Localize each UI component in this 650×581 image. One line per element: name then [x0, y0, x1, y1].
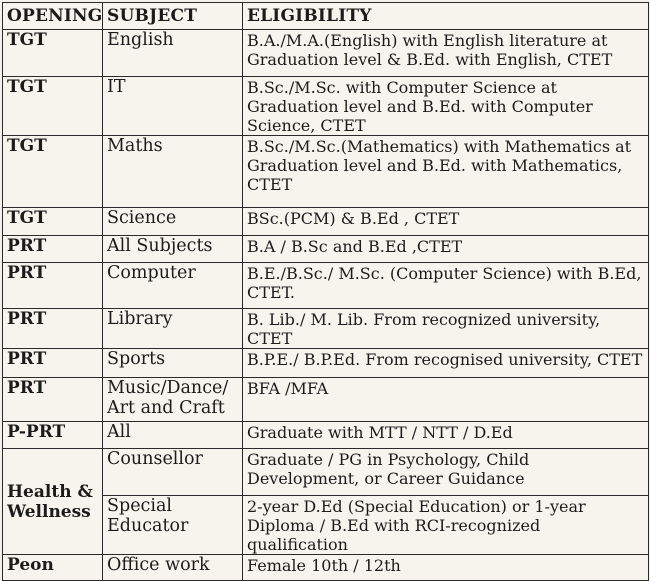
- subject-cell: Special Educator: [103, 496, 243, 555]
- subject-cell: Counsellor: [103, 449, 243, 496]
- table-header-row: [3, 3, 649, 30]
- opening-cell: PRT: [3, 263, 103, 309]
- eligibility-cell: Graduate / PG in Psychology, Child Development, or Career Guidance: [243, 449, 649, 496]
- eligibility-cell: BSc.(PCM) & B.Ed , CTET: [243, 208, 649, 236]
- eligibility-cell: B.A / B.Sc and B.Ed ,CTET: [243, 236, 649, 263]
- table-row: [3, 236, 649, 263]
- subject-cell: Maths: [103, 136, 243, 208]
- opening-cell: PRT: [3, 236, 103, 263]
- subject-cell: Library: [103, 309, 243, 349]
- subject-cell: English: [103, 30, 243, 77]
- opening-cell: Health & Wellness: [3, 449, 103, 555]
- eligibility-cell: B. Lib./ M. Lib. From recognized university, CTET: [243, 309, 649, 349]
- table-row: [3, 77, 649, 136]
- table-row: [3, 555, 649, 581]
- eligibility-cell: B.E./B.Sc./ M.Sc. (Computer Science) with B.Ed, CTET.: [243, 263, 649, 309]
- opening-cell: PRT: [3, 349, 103, 378]
- subject-cell: Computer: [103, 263, 243, 309]
- eligibility-cell: B.Sc./M.Sc.(Mathematics) with Mathematics at Graduation level and B.Ed. with Mathematics, CTET: [243, 136, 649, 208]
- subject-cell: Science: [103, 208, 243, 236]
- subject-cell: IT: [103, 77, 243, 136]
- opening-cell: TGT: [3, 77, 103, 136]
- opening-cell: TGT: [3, 30, 103, 77]
- opening-cell: PRT: [3, 378, 103, 422]
- table-row: [3, 263, 649, 309]
- eligibility-cell: Female 10th / 12th: [243, 555, 649, 581]
- header-opening: OPENING: [3, 3, 103, 30]
- header-eligibility: ELIGIBILITY: [243, 3, 649, 30]
- opening-cell: PRT: [3, 309, 103, 349]
- opening-cell: Peon: [3, 555, 103, 581]
- subject-cell: Office work: [103, 555, 243, 581]
- eligibility-cell: B.Sc./M.Sc. with Computer Science at Graduation level and B.Ed. with Computer Science, CTET: [243, 77, 649, 136]
- table-row: [3, 136, 649, 208]
- subject-cell: All: [103, 422, 243, 449]
- opening-cell: TGT: [3, 208, 103, 236]
- table-row: [3, 30, 649, 77]
- eligibility-cell: Graduate with MTT / NTT / D.Ed: [243, 422, 649, 449]
- eligibility-cell: B.A./M.A.(English) with English literature at Graduation level & B.Ed. with English, CTET: [243, 30, 649, 77]
- eligibility-cell: 2-year D.Ed (Special Education) or 1-year Diploma / B.Ed with RCI-recognized qualification: [243, 496, 649, 555]
- subject-cell: All Subjects: [103, 236, 243, 263]
- table-row: [3, 208, 649, 236]
- eligibility-table: [2, 2, 649, 581]
- header-subject: SUBJECT: [103, 3, 243, 30]
- table-row: [3, 449, 649, 496]
- eligibility-cell: BFA /MFA: [243, 378, 649, 422]
- table-row: [3, 349, 649, 378]
- eligibility-table-container: [2, 2, 648, 575]
- opening-cell: P-PRT: [3, 422, 103, 449]
- opening-cell: TGT: [3, 136, 103, 208]
- table-row: [3, 309, 649, 349]
- subject-cell: Sports: [103, 349, 243, 378]
- table-row: [3, 378, 649, 422]
- eligibility-cell: B.P.E./ B.P.Ed. From recognised university, CTET: [243, 349, 649, 378]
- subject-cell: Music/Dance/ Art and Craft: [103, 378, 243, 422]
- table-row: [3, 422, 649, 449]
